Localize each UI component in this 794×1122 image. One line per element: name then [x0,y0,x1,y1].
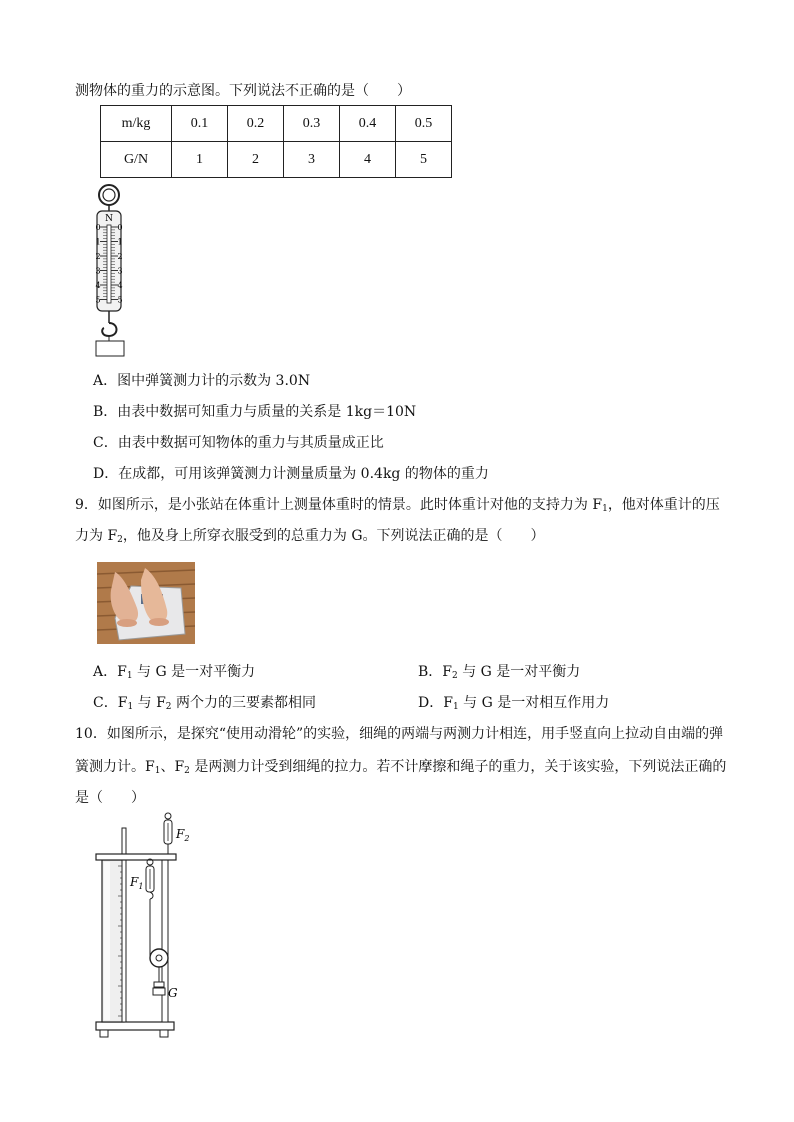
scale-number: 5 [95,295,101,305]
table-cell: 0.2 [228,106,284,142]
q10-stem-line1: 10．如图所示，是探究“使用动滑轮”的实验，细绳的两端与两测力计相连，用手竖直向上拉动自由端的弹 [75,726,724,742]
mass-weight-table [100,105,452,178]
q10-stem-line3: 是（ ） [75,790,145,806]
q9-stem-line2: 力为 $F_2$，他及身上所穿衣服受到的总重力为 G。下列说法正确的是（ ） [75,528,545,545]
q8-option-c: C．由表中数据可知物体的重力与其质量成正比 [93,435,384,451]
table-cell: 0.4 [340,106,396,142]
table-cell: 2 [228,142,284,178]
q9-option-b: B．$F_2$ 与 G 是一对平衡力 [418,664,581,681]
scale-number: 5 [117,295,123,305]
scale-number: 3 [117,266,123,276]
meter-unit: N [105,214,113,224]
table-cell: 0.1 [172,106,228,142]
table-header: G/N [101,142,172,178]
table-cell: 3 [284,142,340,178]
q8-stem: 测物体的重力的示意图。下列说法不正确的是（ ） [75,83,411,99]
q10-stem-line2: 簧测力计。$F_1$、$F_2$ 是两测力计受到细绳的拉力。若不计摩擦和绳子的重力，关于该实验，下列说法正确的 [75,759,727,776]
pulley-apparatus-figure [92,810,202,1042]
q8-option-d: D．在成都，可用该弹簧测力计测量质量为 0.4kg 的物体的重力 [93,466,489,482]
label-f1: $F_1$ [130,875,144,891]
scale-number: 2 [95,252,101,261]
scale-number: 0 [117,223,123,232]
scale-number: 4 [117,281,123,290]
spring-scale-figure [88,183,138,359]
scale-number: 1 [95,237,101,247]
q9-stem-line1: 9．如图所示，是小张站在体重计上测量体重时的情景。此时体重计对他的支持力为 $F_1$，他对体重计的压 [75,497,720,514]
q9-option-a: A．$F_1$ 与 G 是一对平衡力 [93,664,256,681]
scale-number: 0 [95,223,101,232]
scale-number: 2 [117,252,123,261]
table-header: m/kg [101,106,172,142]
table-cell: 0.3 [284,106,340,142]
scale-feet-photo [97,562,195,644]
scale-number: 3 [95,266,101,276]
scale-number: 1 [117,237,123,247]
q9-option-c: C．$F_1$ 与 $F_2$ 两个力的三要素都相同 [93,695,316,712]
table-row [101,142,452,178]
q8-option-b: B．由表中数据可知重力与质量的关系是 1kg＝10N [93,404,417,420]
table-cell: 0.5 [396,106,452,142]
label-f2: $F_2$ [176,827,190,843]
label-g: G [168,986,178,1000]
table-cell: 1 [172,142,228,178]
q9-option-d: D．$F_1$ 与 G 是一对相互作用力 [418,695,610,712]
table-cell: 4 [340,142,396,178]
q8-option-a: A．图中弹簧测力计的示数为 3.0N [93,373,311,389]
scale-number: 4 [95,281,101,290]
table-cell: 5 [396,142,452,178]
table-row [101,106,452,142]
